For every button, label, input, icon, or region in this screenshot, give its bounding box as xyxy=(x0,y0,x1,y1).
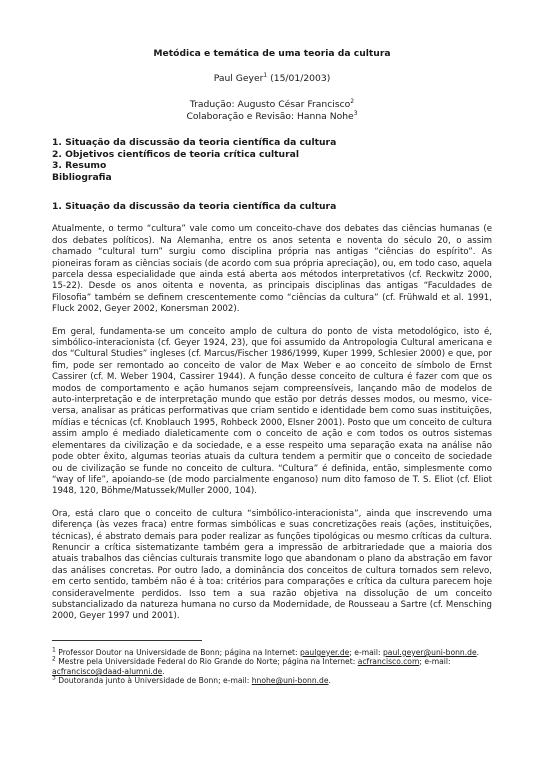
footnote-divider xyxy=(52,640,202,641)
footnote-link[interactable]: paulgeyer.de xyxy=(299,647,350,657)
body-paragraph: Atualmente, o termo “cultura” vale como um conceito-chave dos debates das ciências humanas (e dos debates políticos). Na Alemanha, entre os anos setenta e noventa do século 20, o assim chamado “cultural turn” surgiu como disciplina própria nas antigas “ciências do espírito”. As pioneiras foram as ciências sociais (de acordo com sua própria apreciação), ou, em todo caso, aquela parcela dessa especialidade que ainda está aberta aos métodos interpretativos (cf. Reckwitz 2000, 15-22). Desde os anos oitenta e noventa, as principais disciplinas das antigas “Faculdades de Filosofia” também se definem crescentemente como “ciências da cultura” (cf. Frühwald et al. 1991, Fluck 2002, Geyer 2002, Konersman 2002). xyxy=(52,224,492,315)
table-of-contents xyxy=(52,137,492,183)
footnote-email-link[interactable]: acfrancisco@daad-alumni.de xyxy=(52,666,163,676)
footnote-link[interactable]: acfrancisco.com xyxy=(357,657,420,667)
body-paragraph: Ora, está claro que o conceito de cultura “simbólico-interacionista”, ainda que inscrevendo uma diferença (às vezes fraca) entre formas simbólicas e suas concretizações reais (ações, instituições, técnicas), é abstrato demais para poder realizar as funções tipológicas ou mesmo críticas da cultura. Renuncir a crítica sistematizante também gera a impressão de arbitrariedade que a maioria dos atuais trabalhos das ciências culturais transmite logo que abandonam o plano da abstração em favor das análises concretas. Por outro lado, a dominância dos conceitos de cultura tornados sem relevo, em certo sentido, também não é à toa: critérios para comparações e crítica da cultura parecem hoje consideravelmente perdidos. Isso tem a sua razão objetiva na dissolução de um conceito substancializado da natureza humana no curso da Modernidade, de Rousseau a Sartre (cf. Mensching 2000, Geyer 1997 und 2001). xyxy=(52,508,492,622)
translation-line: Tradução: Augusto César Francisco$^2$ xyxy=(189,97,355,110)
footnote-ref-3[interactable]: 3 xyxy=(353,109,358,117)
document-date: (15/01/2003) xyxy=(270,73,331,84)
toc-item[interactable]: 3. Resumo xyxy=(52,160,107,172)
author-line xyxy=(52,73,492,85)
body-paragraph: Em geral, fundamenta-se um conceito amplo de cultura do ponto de vista metodológico, isto é, simbólico-interacionista (cf. Geyer 1924, 23), que foi assumido da Antropologia Cultural americana e dos “Cultural Studies” ingleses (cf. Marcus/Fischer 1986/1999, Kuper 1999, Schlesier 2000) e que, por fim, pode ser remontado ao conceito de valor de Max Weber e ao conceito de símbolo de Ernst Cassirer (cf. M. Weber 1904, Cassirer 1944). A função desse conceito de cultura é fazer com que os modos de comportamento e ação humanos sejam compreensíveis, lançando mão de modelos de auto-interpretação e de interpretação mundo que estão por detrás desses modos, ou mesmo, vice-versa, analisar as práticas performativas que criam sentido e identidade bem como suas instituições, mídias e técnicas (cf. Knoblauch 1995, Rohbeck 2000, Elsner 2001). Posto que um conceito de cultura assim amplo é mediado dialeticamente com o conceito de ação e com todos os outros sistemas elementares da civilização e da sociedade, e a esse respeito uma separação exata na análise não pode obter êxito, algumas teorias atuais da cultura tendem a permitir que o conceito de sociedade ou de civilização se funde no conceito de cultura. “Cultura” é definida, então, simplesmente como “way of life”, apoiando-se (de modo parcialmente enganoso) num dito famoso de T. S. Eliot (cf. Eliot 1948, 120, Böhme/Matussek/Muller 2000, 104). xyxy=(52,326,492,497)
author-name: Paul Geyer xyxy=(213,73,264,84)
footnote-email-link[interactable]: hnohe@uni-bonn.de xyxy=(251,676,329,686)
footnote-email-link[interactable]: paul.geyer@uni-bonn.de xyxy=(382,647,477,657)
toc-item[interactable]: 1. Situação da discussão da teoria científica da cultura xyxy=(52,137,337,148)
footnote: $^2$ Mestre pela Universidade Federal do Rio Grande do Norte; página na Internet: acfrancisco.com; e-mail: acfrancisco@daad-alumni.de. xyxy=(52,655,451,676)
revision-line: Colaboração e Revisão: Hanna Nohe$^3$ xyxy=(186,109,358,122)
footnote: $^1$ Professor Doutor na Universidade de Bonn; página na Internet: paulgeyer.de; e-mail: paul.geyer@uni-bonn.de. xyxy=(52,646,480,657)
credits-block xyxy=(52,99,492,123)
footnote: $^3$ Doutoranda junto à Universidade de Bonn; e-mail: hnohe@uni-bonn.de. xyxy=(52,674,331,686)
document-page xyxy=(52,48,492,686)
toc-item[interactable]: 2. Objetivos científicos de teoria crítica cultural xyxy=(52,148,299,160)
toc-item[interactable]: Bibliografia xyxy=(52,171,112,183)
footnote-ref-2[interactable]: 2 xyxy=(350,97,355,105)
section-heading: 1. Situação da discussão da teoria científica da cultura xyxy=(52,201,337,213)
document-title: Metódica e temática de uma teoria da cultura xyxy=(153,48,391,59)
footnote-ref-1[interactable]: 1 xyxy=(263,71,268,79)
